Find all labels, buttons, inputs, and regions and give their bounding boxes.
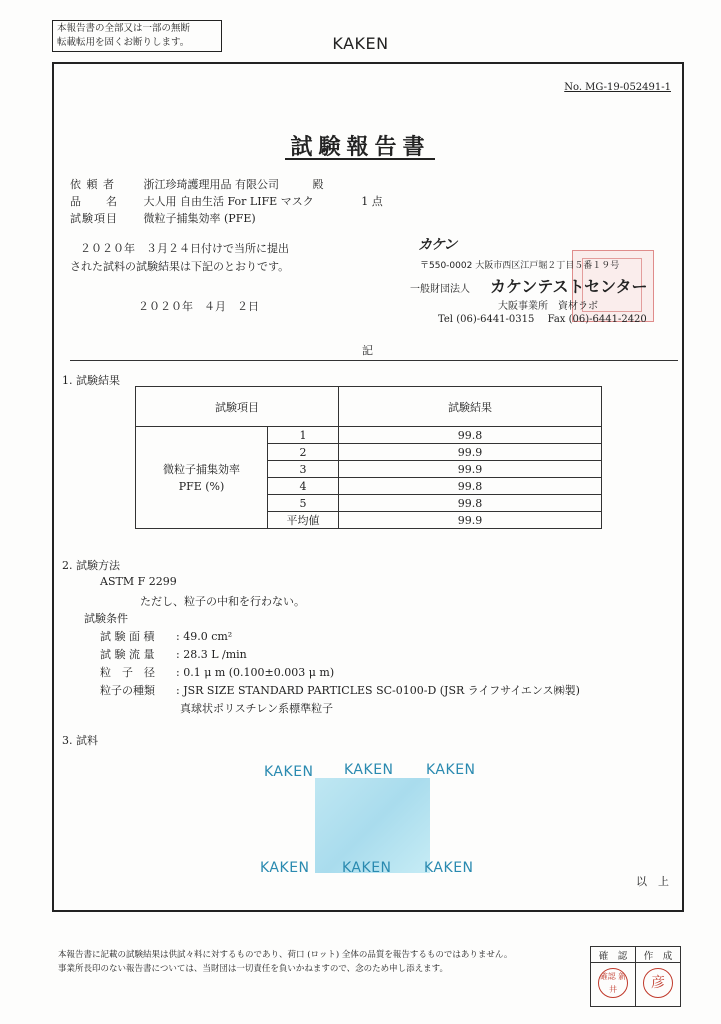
brand-header: KAKEN: [332, 34, 389, 53]
client-suffix: 殿: [312, 178, 324, 191]
condition-particle-size-value: : 0.1 μ m (0.100±0.003 μ m): [176, 666, 335, 679]
footer-line-1: 本報告書に記載の試験結果は供試々料に対するものであり、荷口 (ロット) 全体の品質を報告するものではありません。: [58, 950, 513, 960]
condition-particle-type-label: 粒子の種類: [100, 684, 155, 697]
method-note: ただし、粒子の中和を行わない。: [140, 595, 305, 608]
condition-particle-size-label: 粒 子 径: [100, 666, 155, 679]
product-value: 大人用 自由生活 For LIFE マスク: [143, 195, 314, 208]
condition-area-label: 試 験 面 積: [100, 630, 155, 643]
section-2-heading: 2. 試験方法: [62, 559, 120, 572]
trial-number: 4: [268, 478, 339, 495]
test-item-label: 試験項目: [70, 212, 118, 225]
kaken-logo: カケン: [418, 237, 457, 253]
trial-number: 1: [268, 427, 339, 444]
condition-particle-type-value: : JSR SIZE STANDARD PARTICLES SC-0100-D (JSR ライフサイエンス㈱製): [176, 684, 580, 697]
org-type: 一般財団法人: [410, 284, 470, 295]
pfe-item-cell: [136, 427, 268, 529]
make-label: 作 成: [636, 947, 681, 963]
condition-area-value: : 49.0 cm²: [176, 630, 233, 643]
trial-result: 99.9: [339, 444, 602, 461]
trial-result: 99.8: [339, 478, 602, 495]
average-label: 平均値: [268, 512, 339, 529]
condition-area: [100, 628, 232, 644]
section-3-heading: 3. 試料: [62, 734, 98, 747]
received-line-1: ２０２０年 ３月２４日付けで当所に提出: [80, 242, 289, 255]
check-seal: 確認 新井: [598, 968, 628, 998]
org-address: 〒550-0002 大阪市西区江戸堀２丁目５番１９号: [420, 261, 620, 271]
check-label: 確 認: [591, 947, 636, 963]
product-label: 品 名: [70, 195, 118, 208]
product-quantity: 1 点: [361, 195, 383, 208]
test-item-value: 微粒子捕集効率 (PFE): [143, 212, 256, 225]
received-line-2: された試料の試験結果は下記のとおりです。: [70, 260, 290, 273]
org-name: カケンテストセンター: [490, 277, 648, 296]
condition-flow: [100, 646, 247, 662]
section-divider: [70, 360, 678, 361]
end-mark: 以 上: [636, 875, 669, 888]
check-seal-cell: [591, 963, 636, 1007]
trial-result: 99.8: [339, 495, 602, 512]
condition-particle-type-detail: 真球状ポリスチレン系標準粒子: [180, 702, 334, 715]
approval-table: [590, 946, 681, 1007]
condition-particle-type: [100, 682, 580, 698]
notice-line-2: 転載転用を固くお断りします。: [57, 37, 190, 48]
document-number: No. MG-19-052491-1: [564, 82, 671, 93]
sample-label-bottom-left: KAKEN: [260, 860, 310, 876]
title-underline: [285, 158, 435, 160]
results-table: [135, 386, 602, 529]
sample-label-bottom-center: KAKEN: [342, 860, 392, 876]
trial-result: 99.9: [339, 461, 602, 478]
footer-line-2: 事業所長印のない報告書については、当財団は一切責任を負いかねますので、念のため申し添えます。: [58, 964, 448, 974]
trial-result: 99.8: [339, 427, 602, 444]
trial-number: 3: [268, 461, 339, 478]
sample-swatch: [315, 778, 430, 873]
sample-label-top-center: KAKEN: [344, 762, 394, 778]
sample-label-top-left: KAKEN: [264, 764, 314, 780]
average-result: 99.9: [339, 512, 602, 529]
sample-label-top-right: KAKEN: [426, 762, 476, 778]
condition-flow-value: : 28.3 L /min: [176, 648, 247, 661]
col-header-item: 試験項目: [136, 387, 339, 427]
client-row: [70, 176, 324, 192]
sample-label-bottom-right: KAKEN: [424, 860, 474, 876]
ki-mark: 記: [362, 344, 373, 357]
method-standard: ASTM F 2299: [100, 575, 177, 588]
footer-disclaimer: [58, 948, 512, 976]
org-branch: 大阪事業所 資材ラボ: [498, 301, 598, 312]
make-seal: 彦: [643, 968, 673, 998]
col-header-result: 試験結果: [339, 387, 602, 427]
test-item-row: [70, 210, 256, 226]
client-label: 依 頼 者: [70, 178, 115, 191]
org-tel: Tel (06)-6441-0315: [438, 314, 535, 325]
make-seal-cell: [636, 963, 681, 1007]
conditions-label: 試験条件: [84, 612, 128, 625]
pfe-item-line-1: 微粒子捕集効率: [163, 462, 240, 476]
trial-number: 5: [268, 495, 339, 512]
product-row: [70, 193, 383, 209]
org-fax: Fax (06)-6441-2420: [547, 314, 647, 325]
issue-date: ２０２０年 ４月 ２日: [138, 300, 259, 313]
client-value: 浙江珍琦護理用品 有限公司: [143, 178, 279, 191]
condition-flow-label: 試 験 流 量: [100, 648, 155, 661]
pfe-item-line-2: PFE (%): [178, 479, 225, 493]
notice-line-1: 本報告書の全部又は一部の無断: [57, 23, 191, 34]
org-contact: [438, 314, 647, 325]
trial-number: 2: [268, 444, 339, 461]
section-1-heading: 1. 試験結果: [62, 374, 120, 387]
condition-particle-size: [100, 664, 334, 680]
report-title: 試験報告書: [290, 135, 431, 160]
